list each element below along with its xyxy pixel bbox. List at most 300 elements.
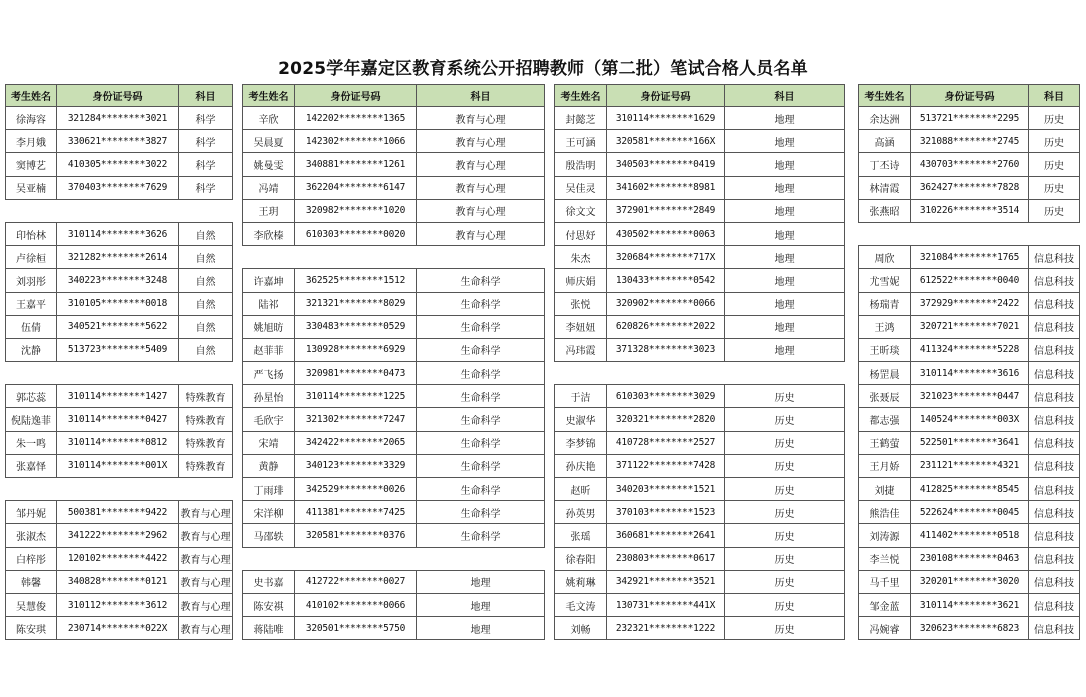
candidate-name: 印怡林 (6, 222, 57, 245)
candidate-id: 430703********2760 (911, 153, 1029, 176)
table-row (555, 130, 845, 153)
candidate-name: 韩馨 (6, 570, 57, 593)
table-row (859, 431, 1080, 454)
candidate-name: 王昕琰 (859, 338, 911, 361)
table-row (243, 408, 545, 431)
candidate-name: 朱一鸣 (6, 431, 57, 454)
candidate-subject: 生命科学 (417, 292, 545, 315)
candidate-subject: 自然 (179, 338, 233, 361)
table-row (555, 385, 845, 408)
candidate-name: 陈安祺 (243, 593, 295, 616)
candidate-subject: 地理 (725, 315, 845, 338)
candidate-subject: 历史 (725, 524, 845, 547)
candidate-subject: 教育与心理 (417, 176, 545, 199)
candidate-subject: 地理 (725, 130, 845, 153)
candidate-name: 徐春阳 (555, 547, 607, 570)
candidate-subject: 教育与心理 (417, 199, 545, 222)
candidate-subject: 信息科技 (1029, 593, 1080, 616)
candidate-subject: 科学 (179, 153, 233, 176)
candidate-name: 赵菲菲 (243, 338, 295, 361)
candidate-id: 340881********1261 (295, 153, 417, 176)
candidate-name: 史书嘉 (243, 570, 295, 593)
candidate-id: 500381********9422 (57, 501, 179, 524)
table-row (859, 338, 1080, 361)
page-title: 2025学年嘉定区教育系统公开招聘教师（第二批）笔试合格人员名单 (278, 59, 808, 79)
candidate-name: 杨罡晨 (859, 362, 911, 385)
candidate-name: 殷浩明 (555, 153, 607, 176)
candidate-subject: 生命科学 (417, 269, 545, 292)
candidate-name: 付思妤 (555, 222, 607, 245)
candidate-name: 王鸿 (859, 315, 911, 338)
table-row (6, 408, 233, 431)
candidate-name: 刘羽彤 (6, 269, 57, 292)
spacer-row (555, 362, 845, 385)
candidate-subject: 信息科技 (1029, 570, 1080, 593)
candidate-id: 362204********6147 (295, 176, 417, 199)
candidate-id: 411402********0518 (911, 524, 1029, 547)
candidate-subject: 信息科技 (1029, 338, 1080, 361)
candidate-subject: 信息科技 (1029, 431, 1080, 454)
candidate-subject: 信息科技 (1029, 524, 1080, 547)
candidate-subject: 地理 (725, 153, 845, 176)
table-row (555, 478, 845, 501)
candidate-name: 窦博艺 (6, 153, 57, 176)
candidate-subject: 生命科学 (417, 454, 545, 477)
table-row (243, 431, 545, 454)
candidate-name: 余达洲 (859, 107, 911, 130)
candidate-subject: 地理 (725, 107, 845, 130)
table-row (859, 524, 1080, 547)
column-header-subject: 科目 (179, 85, 233, 107)
candidate-name: 师庆娟 (555, 269, 607, 292)
candidate-id: 340503********0419 (607, 153, 725, 176)
roster-table-1 (5, 84, 233, 640)
roster-table-4 (858, 84, 1080, 640)
candidate-subject: 历史 (1029, 176, 1080, 199)
candidate-subject: 历史 (725, 431, 845, 454)
candidate-subject: 地理 (725, 269, 845, 292)
candidate-id: 412825********8545 (911, 478, 1029, 501)
candidate-id: 232321********1222 (607, 617, 725, 640)
candidate-subject: 历史 (725, 593, 845, 616)
table-row (243, 199, 545, 222)
table-row (555, 338, 845, 361)
candidate-name: 李月娥 (6, 130, 57, 153)
candidate-name: 吴慧俊 (6, 593, 57, 616)
candidate-id: 410728********2527 (607, 431, 725, 454)
candidate-subject: 历史 (1029, 153, 1080, 176)
candidate-name: 徐海容 (6, 107, 57, 130)
table-row (859, 269, 1080, 292)
candidate-id: 321088********2745 (911, 130, 1029, 153)
candidate-subject: 科学 (179, 176, 233, 199)
candidate-id: 310114********1629 (607, 107, 725, 130)
candidate-name: 马邵轶 (243, 524, 295, 547)
candidate-subject: 历史 (725, 408, 845, 431)
candidate-name: 白梓彤 (6, 547, 57, 570)
spacer-row (243, 547, 545, 570)
candidate-subject: 自然 (179, 246, 233, 269)
candidate-name: 严飞扬 (243, 362, 295, 385)
table-row (859, 454, 1080, 477)
candidate-id: 340203********1521 (607, 478, 725, 501)
candidate-name: 姚旭昉 (243, 315, 295, 338)
table-row (555, 501, 845, 524)
spacer-row (6, 478, 233, 501)
table-row (243, 153, 545, 176)
candidate-id: 342529********0026 (295, 478, 417, 501)
candidate-id: 310105********0018 (57, 292, 179, 315)
candidate-subject: 教育与心理 (179, 547, 233, 570)
table-row (859, 478, 1080, 501)
candidate-id: 370403********7629 (57, 176, 179, 199)
table-row (243, 222, 545, 245)
table-row (555, 408, 845, 431)
candidate-id: 130731********441X (607, 593, 725, 616)
column-header-name: 考生姓名 (859, 85, 911, 107)
candidate-id: 130928********6929 (295, 338, 417, 361)
column-header-id: 身份证号码 (57, 85, 179, 107)
table-row (243, 338, 545, 361)
candidate-subject: 历史 (725, 547, 845, 570)
candidate-id: 310114********1225 (295, 385, 417, 408)
candidate-name: 张燕昭 (859, 199, 911, 222)
candidate-id: 231121********4321 (911, 454, 1029, 477)
candidate-id: 321023********0447 (911, 385, 1029, 408)
table-row (555, 269, 845, 292)
candidate-id: 310114********1427 (57, 385, 179, 408)
candidate-name: 冯婉睿 (859, 617, 911, 640)
candidate-subject: 自然 (179, 269, 233, 292)
candidate-name: 吴亚楠 (6, 176, 57, 199)
table-row (859, 617, 1080, 640)
candidate-name: 张瑶 (555, 524, 607, 547)
candidate-subject: 生命科学 (417, 315, 545, 338)
candidate-subject: 地理 (725, 292, 845, 315)
spacer-row (6, 199, 233, 222)
candidate-subject: 生命科学 (417, 385, 545, 408)
table-row (6, 130, 233, 153)
table-row (6, 292, 233, 315)
candidate-id: 320581********0376 (295, 524, 417, 547)
candidate-id: 342422********2065 (295, 431, 417, 454)
table-row (6, 385, 233, 408)
candidate-name: 周欣 (859, 246, 911, 269)
candidate-id: 411381********7425 (295, 501, 417, 524)
candidate-id: 620826********2022 (607, 315, 725, 338)
candidate-subject: 生命科学 (417, 501, 545, 524)
candidate-id: 320684********717X (607, 246, 725, 269)
candidate-id: 310114********3626 (57, 222, 179, 245)
candidate-subject: 生命科学 (417, 524, 545, 547)
candidate-id: 320501********5750 (295, 617, 417, 640)
candidate-id: 320623********6823 (911, 617, 1029, 640)
candidate-id: 410305********3022 (57, 153, 179, 176)
table-row (555, 431, 845, 454)
spacer-cell (243, 547, 545, 570)
table-row (555, 593, 845, 616)
table-row (243, 107, 545, 130)
candidate-name: 吴佳灵 (555, 176, 607, 199)
candidate-name: 孙庆艳 (555, 454, 607, 477)
candidate-subject: 历史 (1029, 199, 1080, 222)
candidate-name: 林清霞 (859, 176, 911, 199)
candidate-id: 310114********001X (57, 454, 179, 477)
candidate-name: 孙英男 (555, 501, 607, 524)
table-row (243, 454, 545, 477)
candidate-id: 320721********7021 (911, 315, 1029, 338)
candidate-id: 342921********3521 (607, 570, 725, 593)
table-row (859, 176, 1080, 199)
table-row (6, 431, 233, 454)
candidate-id: 360681********2641 (607, 524, 725, 547)
candidate-subject: 历史 (725, 454, 845, 477)
candidate-name: 熊浩佳 (859, 501, 911, 524)
candidate-name: 李兰悦 (859, 547, 911, 570)
candidate-id: 362525********1512 (295, 269, 417, 292)
table-row (6, 246, 233, 269)
candidate-id: 320581********166X (607, 130, 725, 153)
candidate-id: 120102********4422 (57, 547, 179, 570)
header-row (555, 85, 845, 107)
candidate-id: 371122********7428 (607, 454, 725, 477)
spacer-row (243, 246, 545, 269)
candidate-subject: 地理 (725, 338, 845, 361)
candidate-id: 513721********2295 (911, 107, 1029, 130)
header-row (6, 85, 233, 107)
table-row (6, 524, 233, 547)
candidate-subject: 信息科技 (1029, 501, 1080, 524)
table-row (243, 130, 545, 153)
candidate-name: 姚曼雯 (243, 153, 295, 176)
candidate-name: 宋靖 (243, 431, 295, 454)
candidate-subject: 信息科技 (1029, 246, 1080, 269)
candidate-subject: 地理 (725, 222, 845, 245)
candidate-id: 430502********0063 (607, 222, 725, 245)
candidate-name: 李梦锦 (555, 431, 607, 454)
candidate-name: 杨瑞青 (859, 292, 911, 315)
column-header-subject: 科目 (1029, 85, 1080, 107)
candidate-id: 340828********0121 (57, 570, 179, 593)
table-row (6, 222, 233, 245)
candidate-id: 341222********2962 (57, 524, 179, 547)
table-row (243, 501, 545, 524)
candidate-id: 362427********7828 (911, 176, 1029, 199)
candidate-subject: 信息科技 (1029, 362, 1080, 385)
table-row (859, 153, 1080, 176)
candidate-subject: 信息科技 (1029, 385, 1080, 408)
table-row (6, 153, 233, 176)
table-row (555, 524, 845, 547)
candidate-name: 封懿芝 (555, 107, 607, 130)
candidate-id: 320321********2820 (607, 408, 725, 431)
candidate-name: 许嘉坤 (243, 269, 295, 292)
table-row (859, 107, 1080, 130)
candidate-name: 李妞妞 (555, 315, 607, 338)
table-row (859, 547, 1080, 570)
candidate-id: 610303********0020 (295, 222, 417, 245)
candidate-id: 310114********0427 (57, 408, 179, 431)
candidate-id: 320981********0473 (295, 362, 417, 385)
spacer-cell (859, 222, 1080, 245)
candidate-id: 320902********0066 (607, 292, 725, 315)
candidate-id: 341602********8981 (607, 176, 725, 199)
candidate-subject: 信息科技 (1029, 315, 1080, 338)
candidate-name: 刘涛源 (859, 524, 911, 547)
candidate-id: 320201********3020 (911, 570, 1029, 593)
candidate-id: 372901********2849 (607, 199, 725, 222)
table-row (243, 362, 545, 385)
candidate-subject: 自然 (179, 315, 233, 338)
roster-table-3 (554, 84, 845, 640)
candidate-id: 330621********3827 (57, 130, 179, 153)
candidate-id: 321282********2614 (57, 246, 179, 269)
table-row (243, 176, 545, 199)
candidate-subject: 历史 (725, 501, 845, 524)
candidate-name: 于洁 (555, 385, 607, 408)
candidate-subject: 生命科学 (417, 408, 545, 431)
candidate-name: 黄静 (243, 454, 295, 477)
candidate-name: 蒋陆唯 (243, 617, 295, 640)
candidate-subject: 生命科学 (417, 478, 545, 501)
candidate-subject: 历史 (1029, 130, 1080, 153)
candidate-subject: 教育与心理 (179, 524, 233, 547)
column-header-subject: 科目 (417, 85, 545, 107)
candidate-subject: 信息科技 (1029, 617, 1080, 640)
table-row (243, 315, 545, 338)
table-row (555, 315, 845, 338)
candidate-name: 张聂辰 (859, 385, 911, 408)
column-header-id: 身份证号码 (911, 85, 1029, 107)
spacer-cell (6, 362, 233, 385)
table-row (555, 292, 845, 315)
table-row (6, 315, 233, 338)
candidate-name: 王嘉平 (6, 292, 57, 315)
column-header-name: 考生姓名 (6, 85, 57, 107)
candidate-subject: 生命科学 (417, 431, 545, 454)
table-row (6, 617, 233, 640)
roster-table-2 (242, 84, 545, 640)
candidate-subject: 信息科技 (1029, 269, 1080, 292)
candidate-id: 410102********0066 (295, 593, 417, 616)
candidate-name: 王可涵 (555, 130, 607, 153)
header-row (243, 85, 545, 107)
table-row (6, 547, 233, 570)
candidate-name: 陆祁 (243, 292, 295, 315)
candidate-id: 310226********3514 (911, 199, 1029, 222)
table-row (555, 454, 845, 477)
candidate-subject: 教育与心理 (417, 153, 545, 176)
candidate-name: 倪陆逸菲 (6, 408, 57, 431)
candidate-name: 宋洋柳 (243, 501, 295, 524)
table-row (555, 547, 845, 570)
candidate-name: 尤雪妮 (859, 269, 911, 292)
table-row (6, 593, 233, 616)
candidate-id: 370103********1523 (607, 501, 725, 524)
candidate-name: 王玥 (243, 199, 295, 222)
candidate-id: 310112********3612 (57, 593, 179, 616)
table-row (243, 593, 545, 616)
candidate-name: 李欣榛 (243, 222, 295, 245)
table-row (859, 385, 1080, 408)
candidate-id: 411324********5228 (911, 338, 1029, 361)
candidate-id: 522624********0045 (911, 501, 1029, 524)
candidate-id: 330483********0529 (295, 315, 417, 338)
candidate-subject: 教育与心理 (417, 107, 545, 130)
candidate-name: 辛欣 (243, 107, 295, 130)
table-row (243, 292, 545, 315)
column-header-name: 考生姓名 (243, 85, 295, 107)
candidate-name: 徐文文 (555, 199, 607, 222)
table-row (859, 593, 1080, 616)
table-row (6, 338, 233, 361)
table-row (555, 222, 845, 245)
candidate-subject: 教育与心理 (417, 130, 545, 153)
candidate-id: 142302********1066 (295, 130, 417, 153)
spacer-cell (243, 246, 545, 269)
candidate-subject: 自然 (179, 222, 233, 245)
table-row (555, 246, 845, 269)
table-row (243, 524, 545, 547)
candidate-subject: 历史 (725, 385, 845, 408)
table-row (859, 292, 1080, 315)
candidate-name: 卢徐桓 (6, 246, 57, 269)
candidate-name: 丁丕诗 (859, 153, 911, 176)
candidate-subject: 教育与心理 (179, 617, 233, 640)
candidate-id: 321321********8029 (295, 292, 417, 315)
candidate-id: 130433********0542 (607, 269, 725, 292)
spacer-cell (6, 478, 233, 501)
candidate-name: 史淑华 (555, 408, 607, 431)
candidate-name: 王月娇 (859, 454, 911, 477)
candidate-subject: 特殊教育 (179, 431, 233, 454)
table-row (859, 130, 1080, 153)
candidate-subject: 生命科学 (417, 338, 545, 361)
candidate-id: 320982********1020 (295, 199, 417, 222)
candidate-id: 230803********0617 (607, 547, 725, 570)
candidate-subject: 自然 (179, 292, 233, 315)
candidate-id: 340123********3329 (295, 454, 417, 477)
candidate-subject: 特殊教育 (179, 408, 233, 431)
column-header-id: 身份证号码 (295, 85, 417, 107)
candidate-subject: 地理 (725, 176, 845, 199)
candidate-name: 都志强 (859, 408, 911, 431)
candidate-subject: 科学 (179, 107, 233, 130)
candidate-subject: 特殊教育 (179, 454, 233, 477)
candidate-name: 张悦 (555, 292, 607, 315)
table-row (243, 385, 545, 408)
table-row (6, 176, 233, 199)
candidate-subject: 地理 (417, 593, 545, 616)
candidate-id: 321302********7247 (295, 408, 417, 431)
candidate-id: 321284********3021 (57, 107, 179, 130)
table-row (555, 199, 845, 222)
candidate-name: 伍倩 (6, 315, 57, 338)
candidate-id: 612522********0040 (911, 269, 1029, 292)
candidate-name: 毛文涛 (555, 593, 607, 616)
table-row (859, 362, 1080, 385)
candidate-id: 310114********3621 (911, 593, 1029, 616)
table-row (859, 501, 1080, 524)
candidate-id: 142202********1365 (295, 107, 417, 130)
candidate-name: 高涵 (859, 130, 911, 153)
candidate-name: 马千里 (859, 570, 911, 593)
candidate-name: 张淑杰 (6, 524, 57, 547)
table-row (243, 617, 545, 640)
candidate-subject: 历史 (1029, 107, 1080, 130)
candidate-id: 513723********5409 (57, 338, 179, 361)
candidate-id: 340521********5622 (57, 315, 179, 338)
